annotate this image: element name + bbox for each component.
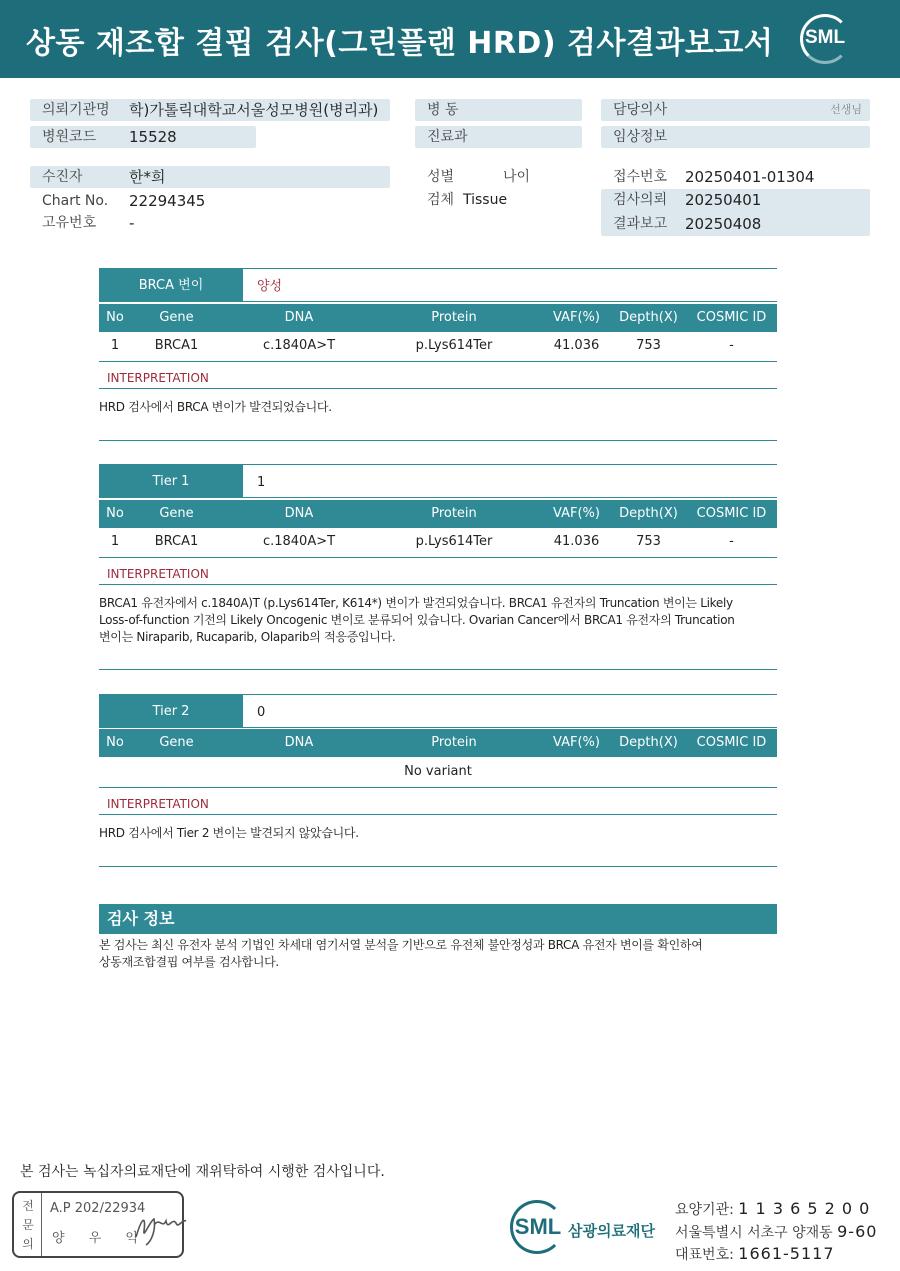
col-gene: Gene <box>159 735 194 750</box>
request-value: 20250401 <box>685 191 762 209</box>
chart-no-field <box>30 190 390 212</box>
tier2-section-header <box>99 694 777 728</box>
clinical-info-label: 임상정보 <box>613 129 668 145</box>
institution-label: 의뢰기관명 <box>42 102 110 118</box>
tier1-interpretation-text <box>99 595 777 646</box>
patient-name-field <box>30 166 390 188</box>
report-value: 20250408 <box>685 215 762 233</box>
report-header-bar <box>0 0 900 78</box>
phone <box>675 1244 835 1264</box>
receipt-no-value: 20250401-01304 <box>685 168 815 186</box>
address-number: 9-60 <box>837 1222 878 1241</box>
col-cosmic: COSMIC ID <box>696 735 767 750</box>
unique-no-value: - <box>129 214 135 232</box>
tier2-interpretation-text: HRD 검사에서 Tier 2 변이는 발견되지 않았습니다. <box>99 826 359 840</box>
specialist-stamp <box>12 1191 184 1258</box>
tier1-section-header <box>99 464 777 498</box>
table-row <box>99 332 777 362</box>
department-field <box>415 126 582 148</box>
col-depth: Depth(X) <box>619 735 678 750</box>
hospital-code-field <box>30 126 256 148</box>
address-text: 서울특별시 서초구 양재동 <box>675 1225 833 1241</box>
cell-vaf: 41.036 <box>553 534 600 549</box>
interpretation-line: Loss-of-function 기전의 Likely Oncogenic 변이로 분류되어 있습니다. Ovarian Cancer에서 BRCA1 유전자의 Truncation <box>99 613 735 627</box>
patient-name-value: 한*희 <box>129 168 166 186</box>
cell-vaf: 41.036 <box>553 338 600 353</box>
col-no: No <box>106 310 124 325</box>
foundation-logo-text: SML <box>514 1214 562 1239</box>
sex-label: 성별 <box>427 169 455 185</box>
divider <box>99 669 777 670</box>
signature-icon <box>132 1207 188 1247</box>
no-variant-row: No variant <box>99 758 777 788</box>
col-gene: Gene <box>159 506 194 521</box>
department-label: 진료과 <box>427 129 468 145</box>
clinical-info-field <box>601 126 870 148</box>
brca-section-name: BRCA 변이 <box>99 269 243 302</box>
chart-no-label: Chart No. <box>42 193 109 209</box>
stamp-side-char: 의 <box>22 1237 34 1251</box>
phone-value: 1661-5117 <box>738 1244 835 1263</box>
cell-dna: c.1840A>T <box>262 534 336 549</box>
stamp-side-char: 전 <box>22 1199 34 1213</box>
table-row <box>99 528 777 558</box>
tier1-result: 1 <box>257 475 266 490</box>
foundation-logo <box>510 1200 670 1260</box>
cell-no: 1 <box>110 338 120 353</box>
col-protein: Protein <box>431 506 477 521</box>
stamp-doctor-name: 양 우 익 <box>52 1231 148 1246</box>
test-info-line: 본 검사는 최신 유전자 분석 기법인 차세대 염기서열 분석을 기반으로 유전체 불안정성과 BRCA 유전자 변이를 확인하여 <box>99 938 703 952</box>
referral-note: 본 검사는 녹십자의료재단에 재위탁하여 시행한 검사입니다. <box>20 1164 385 1180</box>
cell-gene: BRCA1 <box>154 338 199 353</box>
tier2-interpretation-label: INTERPRETATION <box>99 789 777 815</box>
tier1-interpretation-label: INTERPRETATION <box>99 559 777 585</box>
brca-section-header <box>99 268 777 302</box>
doctor-field <box>601 99 870 121</box>
report-label: 결과보고 <box>613 216 668 232</box>
ward-field <box>415 99 582 121</box>
tier2-section-name: Tier 2 <box>99 695 243 728</box>
institution-value: 학)가톨릭대학교서울성모병원(병리과) <box>129 101 379 119</box>
address <box>675 1222 877 1242</box>
cell-gene: BRCA1 <box>154 534 199 549</box>
unique-no-field <box>30 212 390 234</box>
sex-age-field <box>415 166 595 188</box>
sml-logo <box>800 14 850 64</box>
col-cosmic: COSMIC ID <box>696 506 767 521</box>
tier1-column-header <box>99 500 777 528</box>
report-title: 상동 재조합 결핍 검사(그린플랜 HRD) 검사결과보고서 <box>26 26 774 61</box>
cell-no: 1 <box>110 534 120 549</box>
specimen-label: 검체 <box>427 192 455 208</box>
col-vaf: VAF(%) <box>553 735 600 750</box>
col-depth: Depth(X) <box>619 310 678 325</box>
col-protein: Protein <box>431 310 477 325</box>
col-no: No <box>106 506 124 521</box>
cell-depth: 753 <box>636 338 661 353</box>
phone-label: 대표번호: <box>675 1247 734 1263</box>
ward-label: 병 동 <box>427 102 459 118</box>
doctor-suffix: 선생님 <box>830 103 862 116</box>
cell-cosmic: - <box>729 338 734 353</box>
institution-field <box>30 99 390 121</box>
patient-name-label: 수진자 <box>42 169 83 185</box>
stamp-side-char: 문 <box>22 1218 34 1232</box>
age-label: 나이 <box>503 169 531 185</box>
tier2-result: 0 <box>257 705 266 720</box>
specimen-value: Tissue <box>463 192 508 208</box>
col-vaf: VAF(%) <box>553 310 600 325</box>
logo-text: SML <box>804 27 846 48</box>
interpretation-line: BRCA1 유전자에서 c.1840A)T (p.Lys614Ter, K614*) 변이가 발견되었습니다. BRCA1 유전자의 Truncation 변이는 Likely <box>99 596 733 610</box>
cell-protein: p.Lys614Ter <box>415 534 493 549</box>
institution-code <box>675 1199 870 1219</box>
hospital-code-label: 병원코드 <box>42 129 97 145</box>
divider <box>99 866 777 867</box>
test-info-title: 검사 정보 <box>99 904 777 934</box>
specimen-field <box>415 189 595 211</box>
col-dna: DNA <box>284 506 314 521</box>
brca-interpretation-label: INTERPRETATION <box>99 363 777 389</box>
col-vaf: VAF(%) <box>553 506 600 521</box>
col-dna: DNA <box>284 310 314 325</box>
col-cosmic: COSMIC ID <box>696 310 767 325</box>
col-depth: Depth(X) <box>619 506 678 521</box>
stamp-license: A.P 202/22934 <box>50 1201 146 1216</box>
institution-code-value: 1 1 3 6 5 2 0 0 <box>738 1199 871 1218</box>
doctor-label: 담당의사 <box>613 102 668 118</box>
col-dna: DNA <box>284 735 314 750</box>
cell-cosmic: - <box>729 534 734 549</box>
receipt-no-label: 접수번호 <box>613 169 668 185</box>
col-protein: Protein <box>431 735 477 750</box>
brca-interpretation-text: HRD 검사에서 BRCA 변이가 발견되었습니다. <box>99 400 332 414</box>
test-info-text <box>99 937 777 971</box>
interpretation-line: 변이는 Niraparib, Rucaparib, Olaparib의 적응증입니다. <box>99 630 396 644</box>
brca-column-header <box>99 304 777 332</box>
cell-depth: 753 <box>636 534 661 549</box>
tier1-section-name: Tier 1 <box>99 465 243 498</box>
divider <box>99 440 777 441</box>
tier2-column-header <box>99 729 777 757</box>
request-report-box <box>601 189 870 236</box>
chart-no-value: 22294345 <box>129 192 206 210</box>
request-label: 검사의뢰 <box>613 192 668 208</box>
brca-result: 양성 <box>257 279 283 294</box>
receipt-no-field <box>601 166 870 188</box>
unique-no-label: 고유번호 <box>42 215 97 231</box>
cell-protein: p.Lys614Ter <box>415 338 493 353</box>
col-gene: Gene <box>159 310 194 325</box>
stamp-side <box>14 1193 42 1256</box>
cell-dna: c.1840A>T <box>262 338 336 353</box>
test-info-line: 상동재조합결핍 여부를 검사합니다. <box>99 955 279 969</box>
col-no: No <box>106 735 124 750</box>
foundation-name: 삼광의료재단 <box>568 1222 655 1240</box>
institution-code-label: 요양기관: <box>675 1202 734 1218</box>
hospital-code-value: 15528 <box>129 128 177 146</box>
